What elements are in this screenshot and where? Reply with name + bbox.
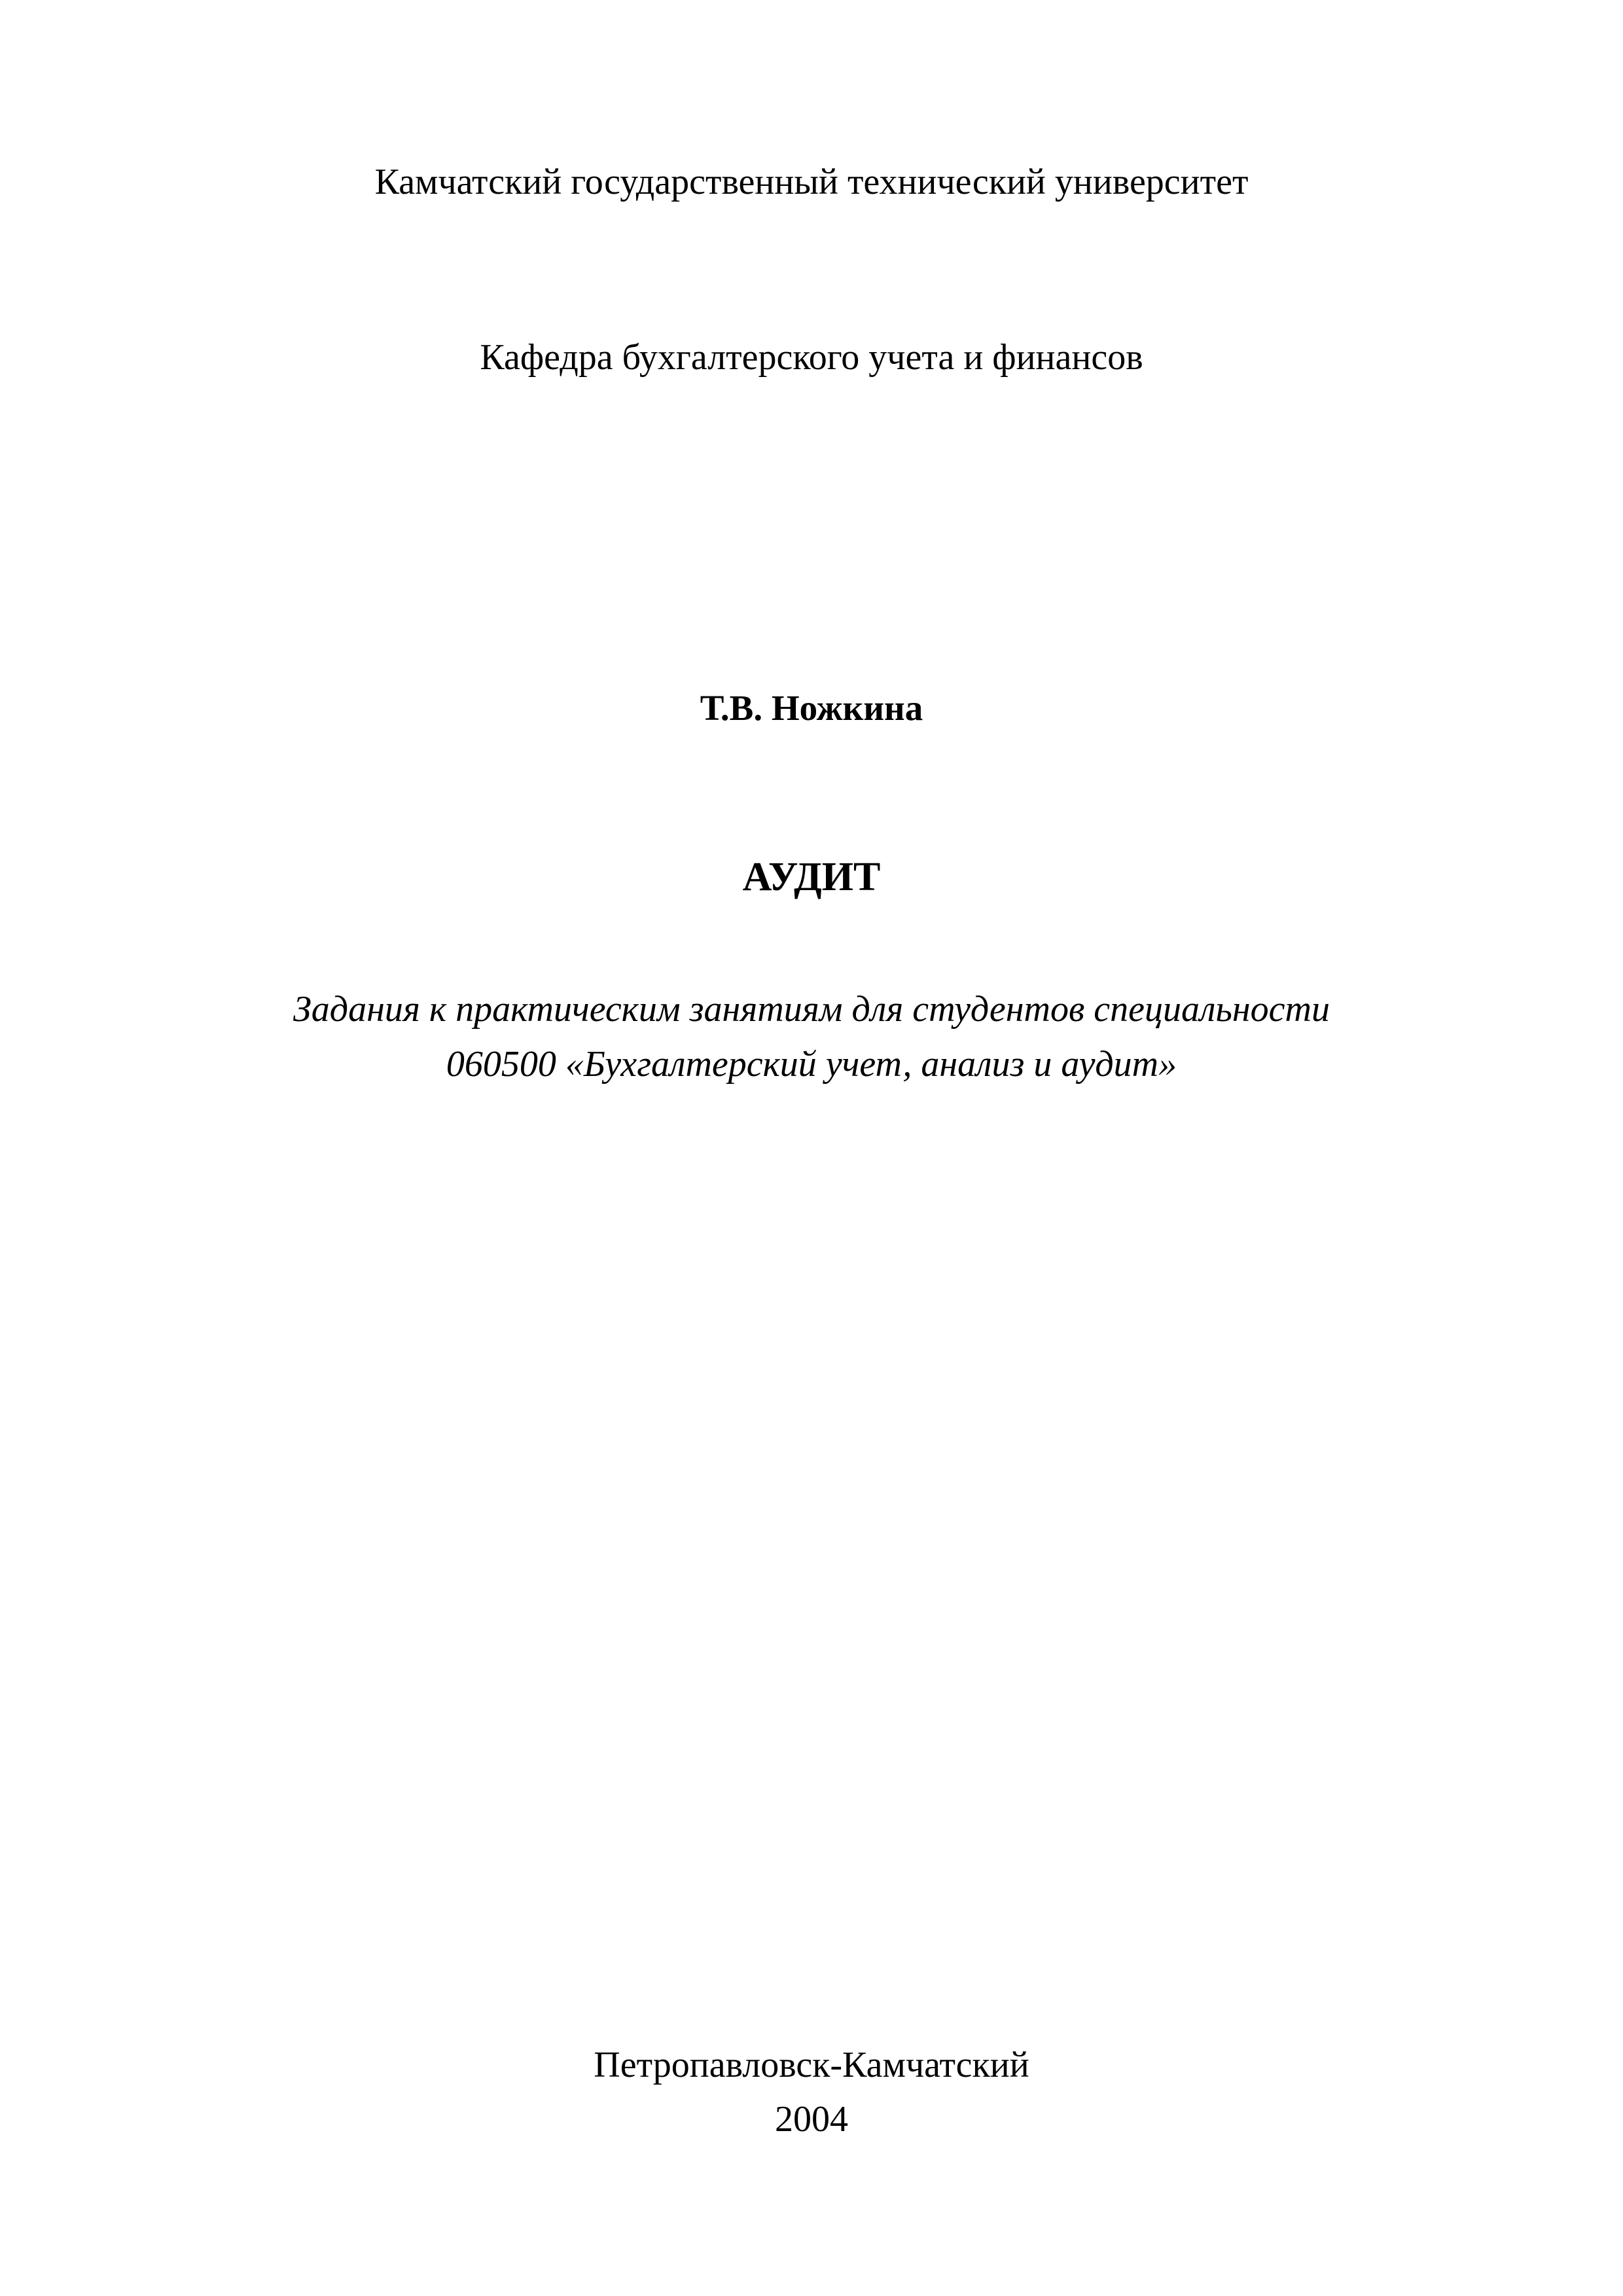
university-name: Камчатский государственный технический университет xyxy=(374,162,1249,202)
subtitle-line: Задания к практическим занятиям для студентов специальности xyxy=(293,989,1330,1030)
publication-city: Петропавловск-Камчатский xyxy=(594,2045,1029,2085)
document-title: АУДИТ xyxy=(742,855,881,899)
author-name: Т.В. Ножкина xyxy=(700,688,923,728)
department-name: Кафедра бухгалтерского учета и финансов xyxy=(480,337,1143,378)
subtitle-line: 060500 «Бухгалтерский учет, анализ и аудит» xyxy=(446,1044,1177,1085)
publication-year: 2004 xyxy=(775,2099,848,2140)
